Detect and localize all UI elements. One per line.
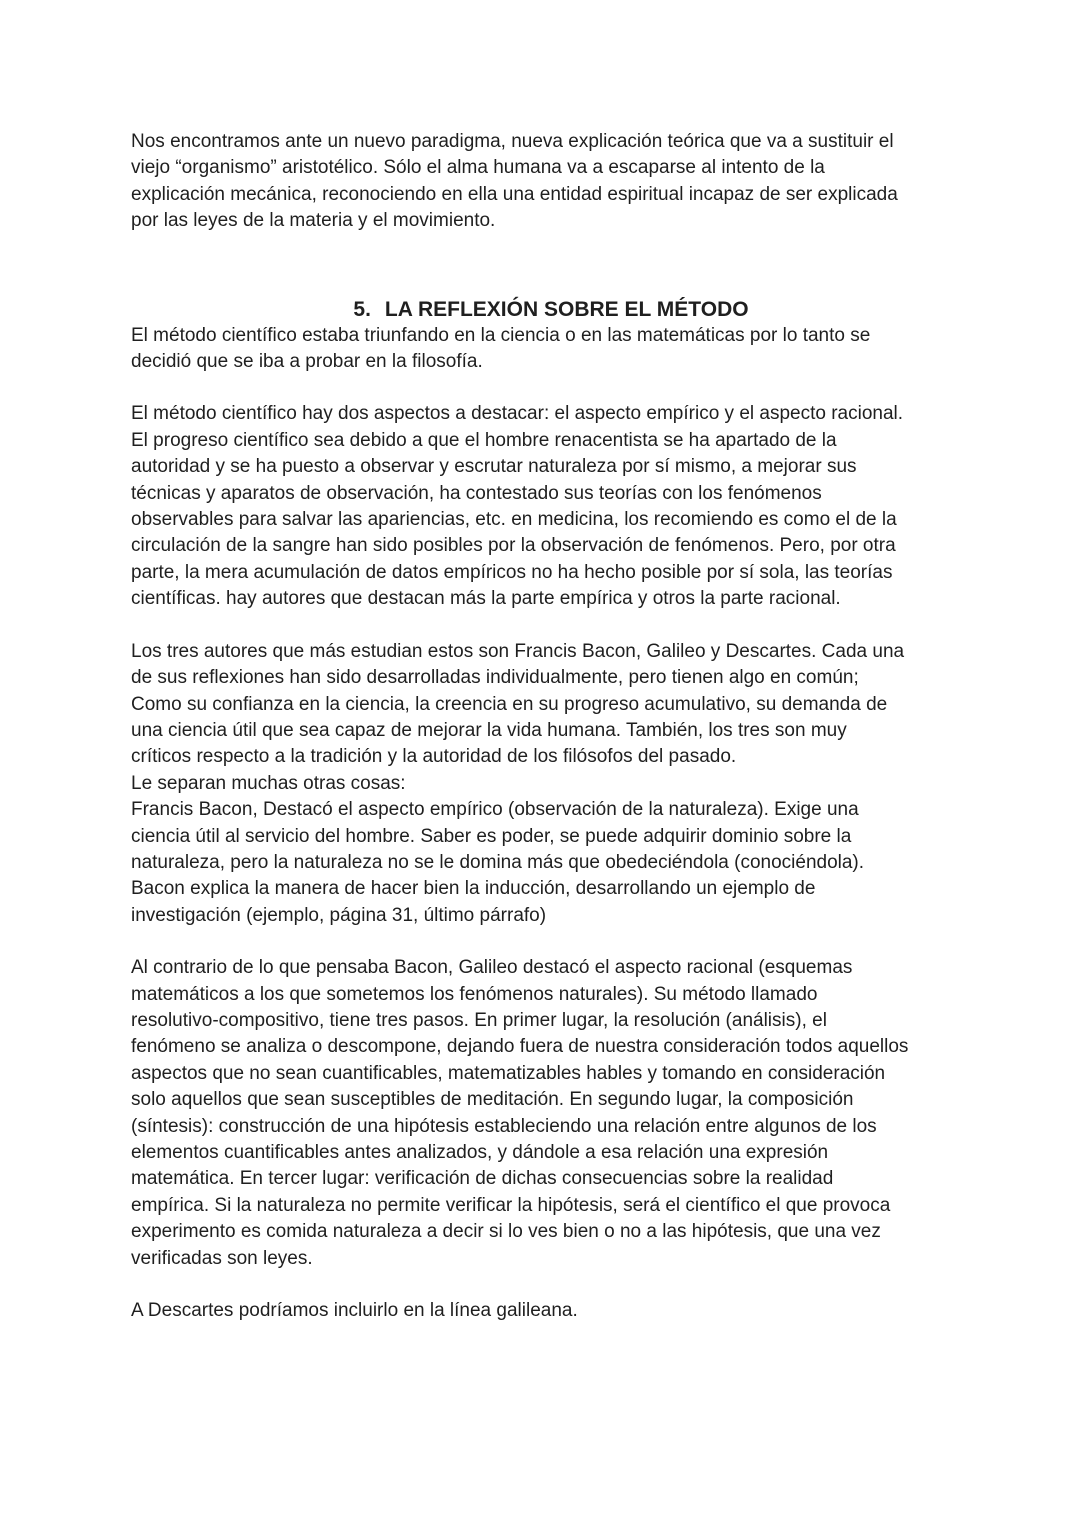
spacer — [131, 375, 961, 401]
document-page — [131, 129, 961, 1324]
intro-paragraph: Nos encontramos ante un nuevo paradigma, nueva explicación teórica que va a sustituir el viejo “organismo” aristotélico. Sólo el alma humana va a escaparse al intento de la explicación mecánica, reconociendo en ella una entidad espiritual incapaz de ser explicada por las leyes de la materia y el movimiento. — [131, 131, 898, 232]
spacer — [131, 1272, 961, 1298]
spacer — [131, 929, 961, 955]
paragraph-descartes: A Descartes podríamos incluirlo en la línea galileana. — [131, 1300, 578, 1322]
section-number: 5. — [353, 297, 371, 321]
spacer — [131, 613, 961, 639]
spacer — [131, 235, 961, 297]
paragraph-method-intro: El método científico estaba triunfando en la ciencia o en las matemáticas por lo tanto se decidió que se iba a probar en la filosofía. — [131, 324, 871, 373]
paragraph-three-authors: Los tres autores que más estudian estos son Francis Bacon, Galileo y Descartes. Cada una de sus reflexiones han sido desarrolladas individualmente, pero tienen algo en común; Como su confianza en la ciencia, la creencia en su progreso acumulativo, su demanda de una ciencia útil que sea capaz de mejorar la vida humana. También, los tres son muy críticos respecto a la tradición y la autoridad de los filósofos del pasado. Le separan muchas otras cosas: Francis Bacon, Destacó el aspecto empírico (observación de la naturaleza). Exige una ciencia útil al servicio del hombre. Saber es poder, se puede adquirir dominio sobre la naturaleza, pero la naturaleza no se le domina más que obedeciéndola (conociéndola). Bacon explica la manera de hacer bien la inducción, desarrollando un ejemplo de investigación (ejemplo, página 31, último párrafo) — [131, 640, 905, 926]
section-heading — [131, 297, 961, 323]
paragraph-galileo: Al contrario de lo que pensaba Bacon, Galileo destacó el aspecto racional (esquemas matemáticos a los que sometemos los fenómenos naturales). Su método llamado resolutivo-compositivo, tiene tres pasos. En primer lugar, la resolución (análisis), el fenómeno se analiza o descompone, dejando fuera de nuestra consideración todos aquellos aspectos que no sean cuantificables, matematizables hables y tomando en consideración solo aquellos que sean susceptibles de meditación. En segundo lugar, la composición (síntesis): construcción de una hipótesis estableciendo una relación entre algunos de los elementos cuantificables antes analizados, y dándole a esa relación una expresión matemática. En tercer lugar: verificación de dichas consecuencias sobre la realidad empírica. Si la naturaleza no permite verificar la hipótesis, será el científico el que provoca experimento es comida naturaleza a decir si lo ves bien o no a las hipótesis, que una vez verificadas son leyes. — [131, 957, 909, 1269]
paragraph-empirical-rational: El método científico hay dos aspectos a destacar: el aspecto empírico y el aspecto racional. El progreso científico sea debido a que el hombre renacentista se ha apartado de la autoridad y se ha puesto a observar y escrutar naturaleza por sí mismo, a mejorar sus técnicas y aparatos de observación, ha contestado sus teorías con los fenómenos observables para salvar las apariencias, etc. en medicina, los recomiendo es como el de la circulación de la sangre han sido posibles por la observación de fenómenos. Pero, por otra parte, la mera acumulación de datos empíricos no ha hecho posible por sí sola, las teorías científicas. hay autores que destacan más la parte empírica y otros la parte racional. — [131, 403, 904, 610]
section-title: LA REFLEXIÓN SOBRE EL MÉTODO — [384, 297, 749, 321]
